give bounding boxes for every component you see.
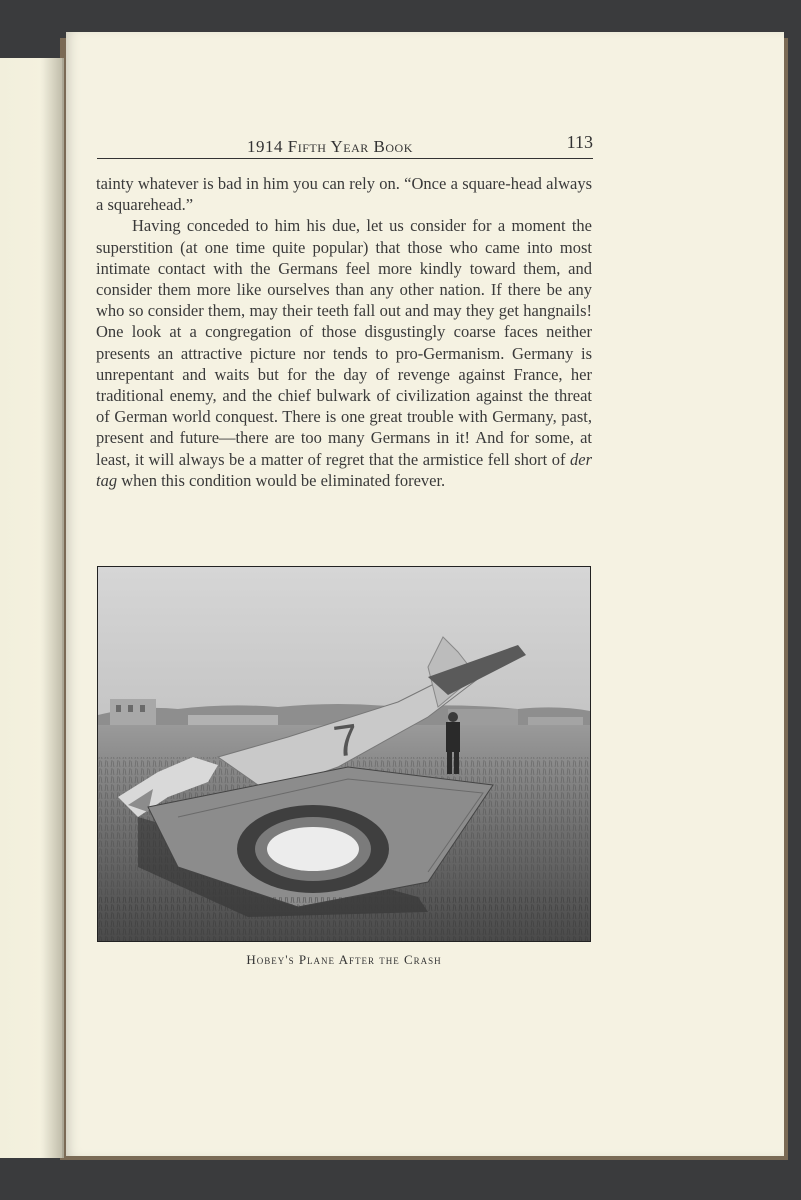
crashed-plane-photo (97, 566, 591, 942)
running-header (97, 132, 593, 159)
italic-der-tag: der tag (96, 449, 592, 490)
paragraph-2-end: when this condition would be eliminated forever. (121, 470, 446, 490)
photo-illustration (98, 567, 590, 941)
body-text (96, 173, 592, 491)
paragraph-1: tainty whatever is bad in him you can rely on. “Once a square-head always a squarehead.” (96, 174, 592, 215)
paragraph-2-text: Having conceded to him his due, let us consider for a moment the superstition (at one time quite popular) that those who came into most intimate contact with the Germans feel more kindly toward them, and consider them more like ourselves than any other nation. If there be any who so consider them, may their teeth fall out and may they get hangnails! One look at a congregation of those disgustingly coarse faces neither presents an attractive picture nor tends to pro-Germanism. Germany is unrepentant and waits but for the day of revenge against France, her traditional enemy, and the chief bulwark of civilization against the threat of German world conquest. There is one great trouble with Germany, past, present and future—there are too many Germans in it! And for some, at least, it will always be a matter of regret that the armistice fell short of (96, 216, 592, 469)
header-book-title: Fifth Year Book (287, 137, 413, 156)
page-number: 113 (566, 132, 593, 152)
paragraph-2 (96, 215, 592, 491)
fuselage-number: 7 (330, 714, 362, 767)
figure-caption: Hobey's Plane After the Crash (246, 952, 442, 967)
header-title (247, 137, 413, 157)
spine-shadow (40, 58, 64, 1158)
header-year: 1914 (247, 137, 283, 156)
